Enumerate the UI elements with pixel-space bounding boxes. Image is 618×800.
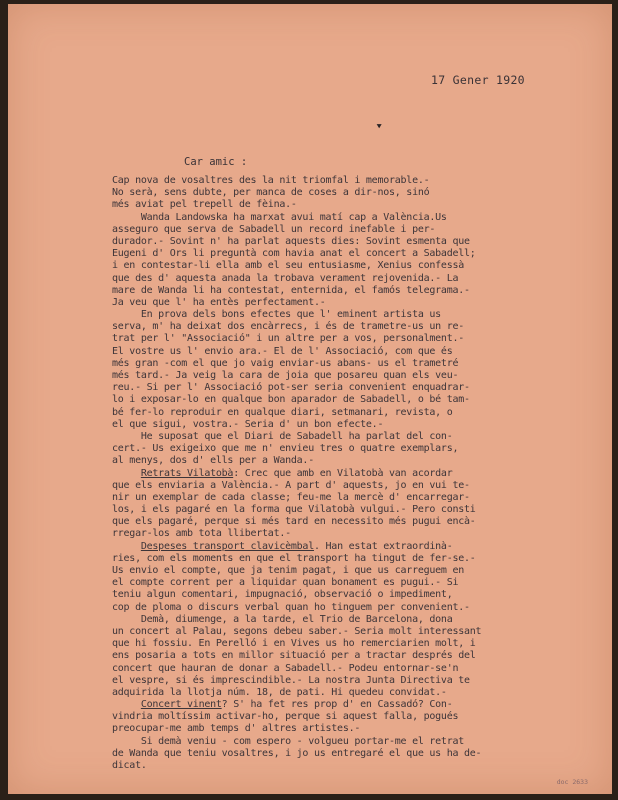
punch-mark-icon: ▼ bbox=[376, 122, 382, 130]
letter-line: Retrats Vilatobà: Crec que amb en Vilatobà van acordar bbox=[140, 467, 453, 479]
letter-line: ens posaria a tots en millor situació per a tractar després del bbox=[112, 650, 476, 662]
letter-line: Concert vinent? S' ha fet res prop d' en Cassadó? Con- bbox=[140, 699, 453, 711]
letter-line: serva, m' ha deixat dos encàrrecs, i és de trametre-us un re- bbox=[112, 321, 465, 333]
letter-line: més tard.- Ja veig la cara de joia que posareu quan els veu- bbox=[112, 370, 459, 381]
letter-line: concert que hauran de donar a Sabadell.- Podeu entornar-se'n bbox=[112, 662, 459, 674]
letter-line: Us envio el compte, que ja tenim pagat, i que us carreguem en bbox=[112, 565, 465, 576]
letter-line: al menys, dos d' ells per a Wanda.- bbox=[112, 455, 314, 467]
letter-line: que des d' aquesta anada la trobava verament rejovenida.- La bbox=[112, 272, 459, 284]
letter-line: No serà, sens dubte, per manca de coses a dir-nos, sinó bbox=[112, 187, 430, 199]
letter-body bbox=[112, 175, 572, 772]
letter-line: preocupar-me amb temps d' altres artistes.- bbox=[112, 723, 361, 735]
letter-line: Wanda Landowska ha marxat avui matí cap a València.Us bbox=[112, 211, 447, 223]
letter-date: 17 Gener 1920 bbox=[431, 73, 525, 87]
letter-line: mare de Wanda li ha contestat, enternida, el famós telegrama.- bbox=[112, 284, 470, 296]
salutation: Car amic : bbox=[184, 156, 248, 168]
letter-line: teniu algun comentari, impugnació, observació o impediment, bbox=[112, 589, 453, 601]
letter-line: el compte corrent per a liquidar quan bonament es pugui.- Si bbox=[112, 577, 459, 589]
letter-line: nir un exemplar de cada classe; feu-me la mercè d' encarregar- bbox=[112, 491, 470, 503]
letter-line: trat per l' "Associació" i un altre per a vos, personalment.- bbox=[112, 333, 465, 345]
letter-line: durador.- Sovint n' ha parlat aquests dies: Sovint esmenta que bbox=[112, 235, 470, 247]
letter-line: que hi fossiu. En Perelló i en Vives us ho remerciarien molt, i bbox=[112, 638, 476, 650]
letter-line: bé fer-lo reproduir en qualque diari, setmanari, revista, o bbox=[112, 406, 453, 418]
letter-line: He suposat que el Diari de Sabadell ha parlat del con- bbox=[112, 430, 453, 442]
letter-line: Despeses transport clavicèmbal. Han estat extraordinà- bbox=[140, 540, 453, 552]
archive-mark: doc 2633 bbox=[556, 778, 588, 786]
letter-line: Cap nova de vosaltres des la nit triomfal i memorable.- bbox=[112, 175, 430, 186]
letter-line: Demà, diumenge, a la tarde, el Trio de Barcelona, dona bbox=[112, 613, 453, 625]
letter-line: dicat. bbox=[112, 760, 147, 771]
letter-line: i en contestar-li ella amb el seu entusiasme, Xenius confessà bbox=[112, 260, 465, 272]
letter-line: adquirida la llotja núm. 18, de pati. Hi quedeu convidat.- bbox=[112, 686, 447, 698]
letter-line: un concert al Palau, segons debeu saber.- Seria molt interessant bbox=[112, 625, 482, 637]
letter-line: vindria moltíssim activar-ho, perque si aquest falla, pogués bbox=[112, 711, 459, 723]
letter-line: El vostre us l' envio ara.- El de l' Associació, com que és bbox=[112, 345, 453, 357]
letter-line: asseguro que serva de Sabadell un record inefable i per- bbox=[112, 223, 436, 235]
letter-line: cop de ploma o discurs verbal quan ho tinguem per convenient.- bbox=[112, 601, 470, 613]
letter-line: Eugeni d' Ors li preguntà com havia anat el concert a Sabadell; bbox=[112, 248, 476, 260]
letter-line: de Wanda que teniu vosaltres, i jo us entregaré el que us ha de- bbox=[112, 747, 482, 759]
letter-page bbox=[8, 4, 612, 794]
letter-line: més aviat pel trepell de fèina.- bbox=[112, 199, 297, 211]
letter-line: més gran -com el que jo vaig enviar-us abans- us el trametré bbox=[112, 357, 459, 369]
letter-line: lo i exposar-lo en qualque bon aparador de Sabadell, o bé tam- bbox=[112, 394, 470, 406]
letter-line: reu.- Si per l' Associació pot-ser seria convenient enquadrar- bbox=[112, 382, 470, 394]
letter-line: los, i els pagaré en la forma que Vilatobà vulgui.- Pero consti bbox=[112, 504, 476, 516]
letter-line: que els pagaré, perque si més tard en necessito més pugui encà- bbox=[112, 516, 476, 528]
section-heading: Despeses transport clavicèmbal bbox=[140, 540, 314, 552]
section-heading: Retrats Vilatobà bbox=[140, 467, 234, 479]
letter-line: el vespre, si és imprescindible.- La nostra Junta Directiva te bbox=[112, 674, 470, 686]
letter-line: rregar-los amb tota llibertat.- bbox=[112, 528, 291, 540]
letter-line: Ja veu que l' ha entès perfectament.- bbox=[112, 296, 326, 308]
letter-line: cert.- Us exigeixo que me n' envieu tres o quatre exemplars, bbox=[112, 443, 459, 455]
letter-line: En prova dels bons efectes que l' eminent artista us bbox=[112, 309, 441, 321]
letter-line: Si demà veniu - com espero - volgueu portar-me el retrat bbox=[112, 735, 465, 747]
letter-line: ries, com els moments en que el transport ha tingut de fer-se.- bbox=[112, 552, 476, 564]
letter-line: el que sigui, vostra.- Seria d' un bon efecte.- bbox=[112, 418, 384, 430]
section-heading: Concert vinent bbox=[140, 699, 222, 711]
letter-line: que els enviaria a València.- A part d' aquests, jo en vui te- bbox=[112, 479, 470, 491]
